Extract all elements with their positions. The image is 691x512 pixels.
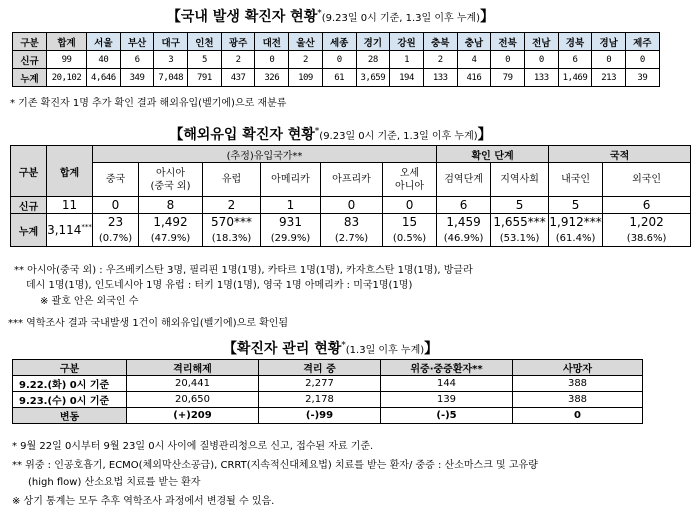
domestic-cell: 2 (289, 51, 323, 69)
domestic-cell: 0 (255, 51, 289, 69)
overseas-subheader-cell: 아시아 (중국 외) (139, 163, 203, 197)
domestic-header-cell: 구분 (13, 33, 47, 51)
overseas-subheader-cell: 지역사회 (491, 163, 549, 197)
overseas-new-cell: 8 (139, 197, 203, 214)
overseas-pct-row (11, 230, 691, 247)
domestic-cell: 0 (524, 51, 558, 69)
domestic-cell: 791 (188, 69, 222, 87)
domestic-subtitle: (9.23일 0시 기준, 1.3일 이후 누계) (321, 13, 481, 24)
domestic-cell: 7,048 (154, 69, 188, 87)
overseas-cum-label: 누계 (11, 214, 47, 247)
domestic-header-cell: 강원 (390, 33, 424, 51)
overseas-new-total: 11 (47, 197, 93, 214)
domestic-header-cell: 경북 (558, 33, 592, 51)
overseas-new-cell: 6 (603, 197, 691, 214)
management-note-1: * 9월 22일 0시부터 9월 23일 0시 사이에 질병관리청으로 신고, 접수된 자료 기준. (12, 441, 374, 452)
management-title-text: 【확진자 관리 현황 (222, 341, 342, 357)
domestic-cell: 3 (154, 51, 188, 69)
domestic-cell: 1 (390, 51, 424, 69)
management-cell: 2,178 (259, 392, 381, 408)
overseas-new-cell: 1 (261, 197, 321, 214)
domestic-note: * 기존 확진자 1명 추가 확인 결과 해외유입(벨기에)으로 재분류 (10, 98, 287, 109)
overseas-new-cell: 5 (491, 197, 549, 214)
overseas-cum-cell: 83 (321, 214, 383, 231)
domestic-header-cell: 울산 (289, 33, 323, 51)
management-header-cell: 격리 중 (259, 360, 381, 376)
domestic-cell: 133 (524, 69, 558, 87)
overseas-pct-cell: (2.7%) (321, 230, 383, 247)
domestic-row (13, 69, 660, 87)
overseas-title-close: 】 (477, 127, 492, 143)
overseas-subheader-cell: 유럽 (203, 163, 261, 197)
overseas-cum-row (11, 214, 691, 231)
overseas-cum-cell: 570*** (203, 214, 261, 231)
overseas-new-cell: 2 (203, 197, 261, 214)
domestic-header-cell: 대구 (154, 33, 188, 51)
domestic-cell: 349 (120, 69, 154, 87)
domestic-cell: 79 (491, 69, 525, 87)
overseas-cum-cell: 1,655*** (491, 214, 549, 231)
management-note-4: ※ 상기 통계는 모두 추후 역학조사 과정에서 변경될 수 있음. (12, 496, 275, 507)
overseas-pct-cell: (0.5%) (383, 230, 437, 247)
domestic-header-cell: 대전 (255, 33, 289, 51)
domestic-header-cell: 제주 (626, 33, 660, 51)
management-cell: 20,441 (127, 376, 259, 392)
domestic-title-text: 【국내 발생 확진자 현황 (166, 9, 318, 25)
overseas-cum-cell: 1,459 (437, 214, 491, 231)
management-cell: 144 (381, 376, 513, 392)
domestic-cell: 194 (390, 69, 424, 87)
domestic-header-cell: 광주 (221, 33, 255, 51)
overseas-note-1a: ** 아시아(중국 외) : 우즈베키스탄 3명, 필리핀 1명(1명), 카타르 1명(1명), 카자흐스탄 1명(1명), 방글라 (14, 265, 473, 276)
management-row (13, 376, 643, 392)
management-note-2: ** 위중 : 인공호흡기, ECMO(체외막산소공급), CRRT(지속적신대체요법) 치료를 받는 환자/ 중증 : 산소마스크 및 고유량 (12, 460, 538, 471)
domestic-row (13, 51, 660, 69)
overseas-cum-total-cell (47, 214, 93, 247)
overseas-new-cell: 6 (437, 197, 491, 214)
management-title-star: * (341, 340, 346, 351)
management-row-label: 변동 (13, 408, 127, 424)
domestic-header-cell: 경기 (356, 33, 390, 51)
domestic-header-cell: 경남 (592, 33, 626, 51)
domestic-cell: 437 (221, 69, 255, 87)
management-header-cell: 사망자 (513, 360, 643, 376)
management-cell: (-)5 (381, 408, 513, 424)
domestic-title (0, 6, 661, 26)
overseas-pct-cell: (53.1%) (491, 230, 549, 247)
overseas-title-text: 【해외유입 확진자 현황 (169, 127, 315, 143)
domestic-header-cell: 충북 (423, 33, 457, 51)
domestic-title-close: 】 (480, 9, 495, 25)
domestic-header-row (13, 33, 660, 51)
management-cell: 20,650 (127, 392, 259, 408)
management-subtitle: (1.3일 이후 누계) (345, 345, 425, 356)
overseas-cum-cell: 15 (383, 214, 437, 231)
overseas-title (0, 124, 661, 144)
domestic-cell: 39 (626, 69, 660, 87)
management-note-3: (high flow) 산소요법 치료를 받는 환자 (28, 477, 201, 488)
overseas-subheader-cell: 중국 (93, 163, 139, 197)
overseas-table (10, 145, 691, 247)
overseas-subheader-cell: 검역단계 (437, 163, 491, 197)
domestic-row-label: 누계 (13, 69, 47, 87)
overseas-new-cell: 0 (383, 197, 437, 214)
domestic-title-star: * (317, 8, 322, 19)
domestic-header-cell: 전남 (524, 33, 558, 51)
domestic-cell: 99 (47, 51, 87, 69)
management-title (0, 338, 661, 358)
overseas-header-nation: 국적 (549, 146, 691, 163)
domestic-cell: 5 (188, 51, 222, 69)
overseas-new-cell: 0 (321, 197, 383, 214)
overseas-subtitle: (9.23일 0시 기준, 1.3일 이후 누계) (319, 131, 478, 142)
overseas-pct-cell: (29.9%) (261, 230, 321, 247)
overseas-header-gubun: 구분 (11, 146, 47, 197)
management-header-row (13, 360, 643, 376)
domestic-header-cell: 합계 (47, 33, 87, 51)
domestic-header-cell: 세종 (322, 33, 356, 51)
overseas-pct-cell: (38.6%) (603, 230, 691, 247)
overseas-subheader-cell: 아메리카 (261, 163, 321, 197)
management-cell: (+)209 (127, 408, 259, 424)
overseas-pct-cell: (61.4%) (549, 230, 603, 247)
overseas-note-3: *** 역학조사 결과 국내발생 1건이 해외유입(벨기에)으로 확인됨 (8, 318, 289, 329)
management-row (13, 408, 643, 424)
overseas-header-region: (추정)유입국가** (93, 146, 437, 163)
overseas-title-star: * (314, 126, 320, 137)
management-cell: 139 (381, 392, 513, 408)
domestic-cell: 0 (491, 51, 525, 69)
overseas-new-cell: 0 (93, 197, 139, 214)
domestic-cell: 2 (423, 51, 457, 69)
management-table (12, 359, 643, 424)
management-cell: 2,277 (259, 376, 381, 392)
domestic-table (12, 32, 660, 87)
overseas-cum-total-star: *** (81, 223, 92, 231)
overseas-cum-total: 3,114 (47, 223, 82, 237)
management-header-cell: 격리해제 (127, 360, 259, 376)
domestic-cell: 61 (322, 69, 356, 87)
domestic-header-cell: 부산 (120, 33, 154, 51)
management-row-label: 9.22.(화) 0시 기준 (13, 376, 127, 392)
domestic-cell: 4 (457, 51, 491, 69)
overseas-pct-cell: (0.7%) (93, 230, 139, 247)
overseas-subheader-cell: 내국인 (549, 163, 603, 197)
domestic-cell: 2 (221, 51, 255, 69)
overseas-subheader-cell: 아프리카 (321, 163, 383, 197)
domestic-cell: 326 (255, 69, 289, 87)
management-title-close: 】 (424, 341, 439, 357)
management-row-label: 9.23.(수) 0시 기준 (13, 392, 127, 408)
management-row (13, 392, 643, 408)
overseas-note-2: ※ 괄호 안은 외국인 수 (40, 296, 139, 307)
domestic-header-cell: 인천 (188, 33, 222, 51)
overseas-pct-cell: (46.9%) (437, 230, 491, 247)
management-cell: 388 (513, 376, 643, 392)
domestic-cell: 133 (423, 69, 457, 87)
overseas-cum-cell: 931 (261, 214, 321, 231)
overseas-new-cell: 5 (549, 197, 603, 214)
overseas-cum-cell: 1,912*** (549, 215, 602, 229)
domestic-cell: 6 (120, 51, 154, 69)
domestic-row-label: 신규 (13, 51, 47, 69)
domestic-cell: 0 (322, 51, 356, 69)
overseas-subheader-cell: 외국인 (603, 163, 691, 197)
management-cell: (-)99 (259, 408, 381, 424)
domestic-cell: 6 (558, 51, 592, 69)
overseas-cum-cell: 1,492 (139, 214, 203, 231)
overseas-cum-cell: 23 (93, 214, 139, 231)
management-header-cell: 위중·중증환자** (381, 360, 513, 376)
overseas-cum-cell: 1,202 (603, 214, 691, 231)
domestic-cell: 0 (592, 51, 626, 69)
domestic-cell: 28 (356, 51, 390, 69)
overseas-pct-cell: (47.9%) (139, 230, 203, 247)
overseas-header-total: 합계 (47, 146, 93, 197)
overseas-new-label: 신규 (11, 197, 47, 214)
management-cell: 388 (513, 392, 643, 408)
domestic-cell: 213 (592, 69, 626, 87)
overseas-pct-cell: (18.3%) (203, 230, 261, 247)
domestic-cell: 20,102 (47, 69, 87, 87)
domestic-header-cell: 서울 (87, 33, 121, 51)
management-header-cell: 구분 (13, 360, 127, 376)
overseas-note-1b: 데시 1명(1명), 인도네시아 1명 유럽 : 터키 1명(1명), 영국 1명 아메리카 : 미국1명(1명) (26, 280, 413, 291)
overseas-new-row (11, 197, 691, 214)
domestic-header-cell: 전북 (491, 33, 525, 51)
overseas-header-confirm: 확인 단계 (437, 146, 549, 163)
domestic-cell: 416 (457, 69, 491, 87)
domestic-cell: 0 (626, 51, 660, 69)
domestic-cell: 109 (289, 69, 323, 87)
domestic-cell: 3,659 (356, 69, 390, 87)
domestic-header-cell: 충남 (457, 33, 491, 51)
domestic-cell: 40 (87, 51, 121, 69)
overseas-subheader-cell: 오세 아니아 (383, 163, 437, 197)
management-cell: 0 (513, 408, 643, 424)
domestic-cell: 4,646 (87, 69, 121, 87)
domestic-cell: 1,469 (558, 69, 592, 87)
